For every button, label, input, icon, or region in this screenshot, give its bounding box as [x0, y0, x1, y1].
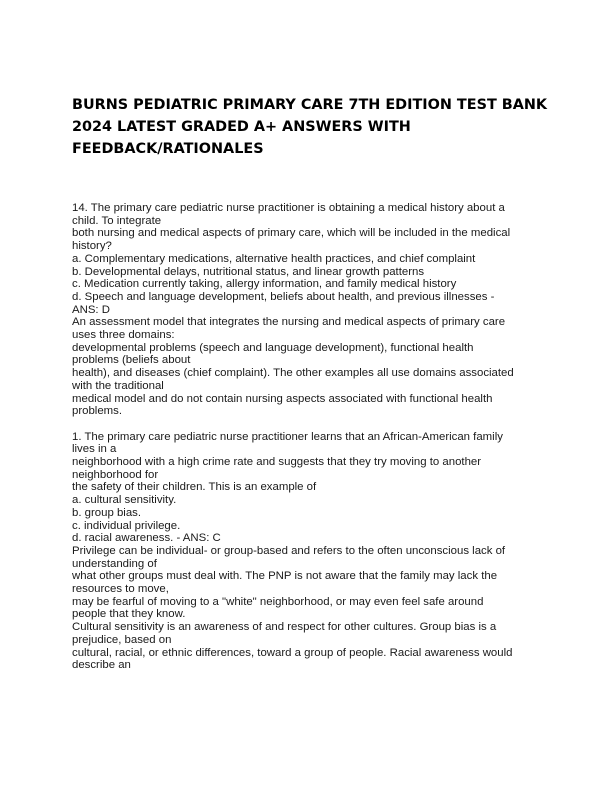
rationale-line: problems (beliefs about [72, 354, 191, 367]
option-a: a. Complementary medications, alternative health practices, and chief complaint [72, 252, 476, 265]
question-1 [72, 431, 552, 672]
rationale-line: may be fearful of moving to a "white" neighborhood, or may even feel safe around [72, 595, 484, 608]
option-d: d. racial awareness. - ANS: C [72, 532, 221, 545]
option-d: d. Speech and language development, beliefs about health, and previous illnesses - [72, 290, 495, 303]
paragraph-gap [72, 418, 552, 431]
stem-line: 14. The primary care pediatric nurse practitioner is obtaining a medical history about a [72, 202, 505, 214]
stem-line: history? [72, 240, 112, 253]
question-stem [72, 431, 552, 495]
title-line: 2024 LATEST GRADED A+ ANSWERS WITH [72, 119, 411, 135]
question-stem [72, 202, 552, 253]
rationale-line: people that they know. [72, 608, 186, 621]
rationale-line: An assessment model that integrates the nursing and medical aspects of primary care [72, 316, 506, 329]
answer-options [72, 494, 552, 545]
rationale-line: medical model and do not contain nursing aspects associated with functional health [72, 392, 493, 405]
stem-line: child. To integrate [72, 214, 162, 227]
rationale-line: Privilege can be individual- or group-based and refers to the often unconscious lack of [72, 544, 506, 557]
document-title [72, 94, 552, 160]
stem-line: lives in a [72, 443, 117, 456]
question-14 [72, 202, 552, 418]
rationale-line: what other groups must deal with. The PNP is not aware that the family may lack the [72, 570, 498, 583]
rationale-line: health), and diseases (chief complaint). The other examples all use domains associated [72, 367, 514, 380]
title-line: BURNS PEDIATRIC PRIMARY CARE 7TH EDITION TEST BANK [72, 97, 548, 113]
document-body [72, 202, 552, 672]
answer-key: ANS: D [72, 303, 110, 316]
rationale-line: with the traditional [72, 379, 164, 392]
option-c: c. Medication currently taking, allergy information, and family medical history [72, 278, 457, 291]
rationale [72, 316, 552, 418]
rationale-line: uses three domains: [72, 329, 175, 342]
option-b: b. Developmental delays, nutritional status, and linear growth patterns [72, 265, 425, 278]
rationale-line: understanding of [72, 557, 157, 570]
title-line: FEEDBACK/RATIONALES [72, 141, 264, 157]
rationale-line: Cultural sensitivity is an awareness of and respect for other cultures. Group bias is a [72, 621, 497, 634]
answer-options [72, 253, 552, 317]
stem-line: neighborhood for [72, 468, 159, 481]
rationale-line: prejudice, based on [72, 633, 172, 646]
rationale-line: cultural, racial, or ethnic differences, toward a group of people. Racial awareness would [72, 646, 513, 659]
rationale-line: resources to move, [72, 583, 169, 596]
stem-line: 1. The primary care pediatric nurse practitioner learns that an African-American family [72, 430, 503, 443]
rationale [72, 545, 552, 672]
option-c: c. individual privilege. [72, 519, 181, 532]
option-b: b. group bias. [72, 506, 142, 519]
rationale-line: describe an [72, 659, 131, 672]
option-a: a. cultural sensitivity. [72, 494, 177, 507]
rationale-line: developmental problems (speech and language development), functional health [72, 341, 474, 354]
stem-line: both nursing and medical aspects of primary care, which will be included in the medical [72, 227, 511, 240]
stem-line: the safety of their children. This is an example of [72, 481, 317, 494]
stem-line: neighborhood with a high crime rate and suggests that they try moving to another [72, 456, 482, 469]
rationale-line: problems. [72, 405, 123, 418]
